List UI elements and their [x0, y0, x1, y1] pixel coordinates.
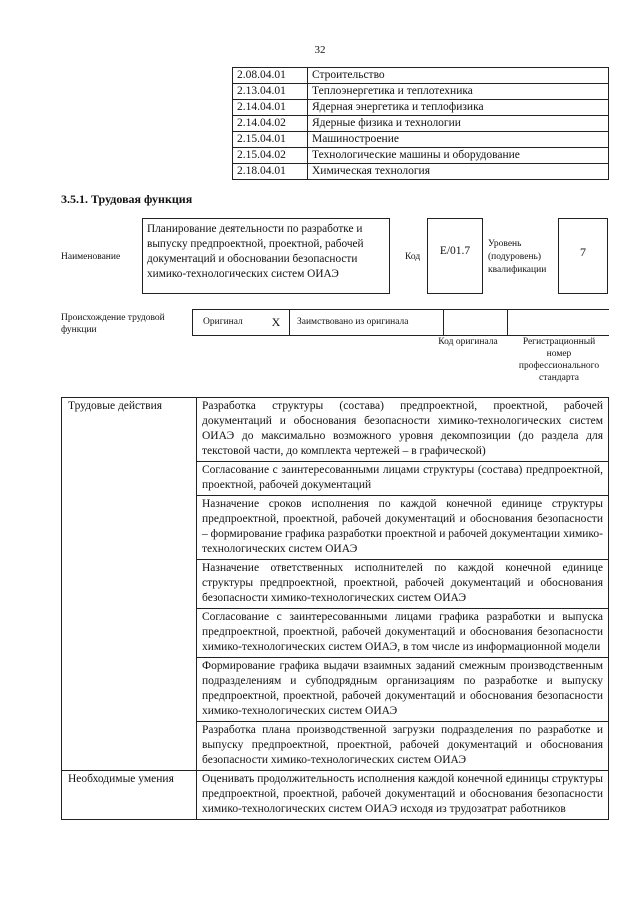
origin-divider-2	[507, 310, 508, 335]
borrowed-label: Заимствовано из оригинала	[297, 317, 409, 327]
specialty-name: Химическая технология	[308, 164, 609, 180]
labor-action-row-text: Согласование с заинтересованными лицами структуры (состава) предпроектной, проектной, рабочей документаций	[197, 462, 609, 496]
labor-actions-label: Трудовые действия	[62, 398, 197, 771]
specialty-code: 2.15.04.01	[233, 132, 308, 148]
specialty-blank-cell	[61, 100, 233, 116]
labor-action-row-text: Разработка плана производственной загрузки подразделения по разработке и выпуску предпроектной, проектной, рабочей документаций и обоснования безопасности химико-технологических систем ОИАЭ	[197, 722, 609, 771]
labor-action-row	[62, 398, 609, 462]
reg-number-label: Регистрационный номер профессионального стандарта	[518, 337, 600, 383]
specialty-blank-cell	[61, 164, 233, 180]
specialty-blank-cell	[61, 84, 233, 100]
specialty-row	[61, 116, 609, 132]
specialty-blank-cell	[61, 148, 233, 164]
specialty-row	[61, 68, 609, 84]
labor-action-row-text: Согласование с заинтересованными лицами графика разработки и выпуска предпроектной, проектной, рабочей документаций и обоснования безопасности химико-технологических систем ОИАЭ, в том числе из информационной модели	[197, 609, 609, 658]
specialty-code: 2.14.04.02	[233, 116, 308, 132]
specialties-table	[61, 67, 609, 180]
code-original-label: Код оригинала	[438, 337, 498, 347]
origin-label: Происхождение трудовой функции	[61, 313, 165, 335]
specialty-row	[61, 164, 609, 180]
specialty-name: Машиностроение	[308, 132, 609, 148]
origin-divider-1	[443, 310, 444, 335]
specialty-row	[61, 100, 609, 116]
specialty-blank-cell	[61, 68, 233, 84]
code-label: Код	[405, 252, 421, 262]
page-number: 32	[314, 44, 326, 56]
specialty-name: Ядерные физика и технологии	[308, 116, 609, 132]
labor-action-row-text: Формирование графика выдачи взаимных заданий смежным производственным подразделениям и субподрядным организациям по разработке и выпуску предпроектной, проектной, рабочей документаций и обоснования безопасности химико-технологических систем ОИАЭ	[197, 658, 609, 722]
specialty-code: 2.08.04.01	[233, 68, 308, 84]
specialty-name: Ядерная энергетика и теплофизика	[308, 100, 609, 116]
skills-label: Необходимые умения	[62, 771, 197, 820]
function-name: Планирование деятельности по разработке и выпуску предпроектной, проектной, рабочей документаций и обосновании безопасности химико-технологических систем ОИАЭ	[142, 218, 390, 294]
section-title: 3.5.1. Трудовая функция	[61, 192, 193, 206]
name-label: Наименование	[61, 252, 121, 262]
qualification-level: 7	[558, 218, 608, 294]
original-label: Оригинал	[203, 317, 243, 327]
specialty-row	[61, 84, 609, 100]
skill-row	[62, 771, 609, 820]
specialty-code: 2.15.04.02	[233, 148, 308, 164]
specialty-code: 2.18.04.01	[233, 164, 308, 180]
specialty-row	[61, 132, 609, 148]
labor-action-row-text: Разработка структуры (состава) предпроектной, проектной, рабочей документаций и обоснования безопасности химико-технологических систем ОИАЭ до максимально возможного уровня декомпозиции (до раздела для текстовой части, до комплекта чертежей – в графической)	[197, 398, 609, 462]
specialty-blank-cell	[61, 116, 233, 132]
specialty-code: 2.14.04.01	[233, 100, 308, 116]
specialty-name: Теплоэнергетика и теплотехника	[308, 84, 609, 100]
specialty-code: 2.13.04.01	[233, 84, 308, 100]
labor-action-row-text: Назначение сроков исполнения по каждой конечной единице структуры предпроектной, проектной, рабочей документаций и обоснования безопасности – формирование графика разработки проектной и рабочей документации химико-технологических систем ОИАЭ	[197, 496, 609, 560]
specialty-row	[61, 148, 609, 164]
actions-table	[61, 397, 609, 820]
function-code: E/01.7	[427, 218, 483, 294]
original-mark: X	[263, 310, 290, 335]
level-label: Уровень (подуровень) квалификации	[488, 239, 547, 275]
labor-action-row-text: Назначение ответственных исполнителей по каждой конечной единице структуры предпроектной, проектной, рабочей документаций и обоснования безопасности химико-технологических систем ОИАЭ	[197, 560, 609, 609]
specialty-name: Технологические машины и оборудование	[308, 148, 609, 164]
specialty-name: Строительство	[308, 68, 609, 84]
specialty-blank-cell	[61, 132, 233, 148]
origin-row	[192, 309, 609, 336]
skill-row-text: Оценивать продолжительность исполнения каждой конечной единицы структуры предпроектной, проектной, рабочей документаций и обоснования безопасности химико-технологических систем ОИАЭ исходя из трудозатрат работников	[197, 771, 609, 820]
